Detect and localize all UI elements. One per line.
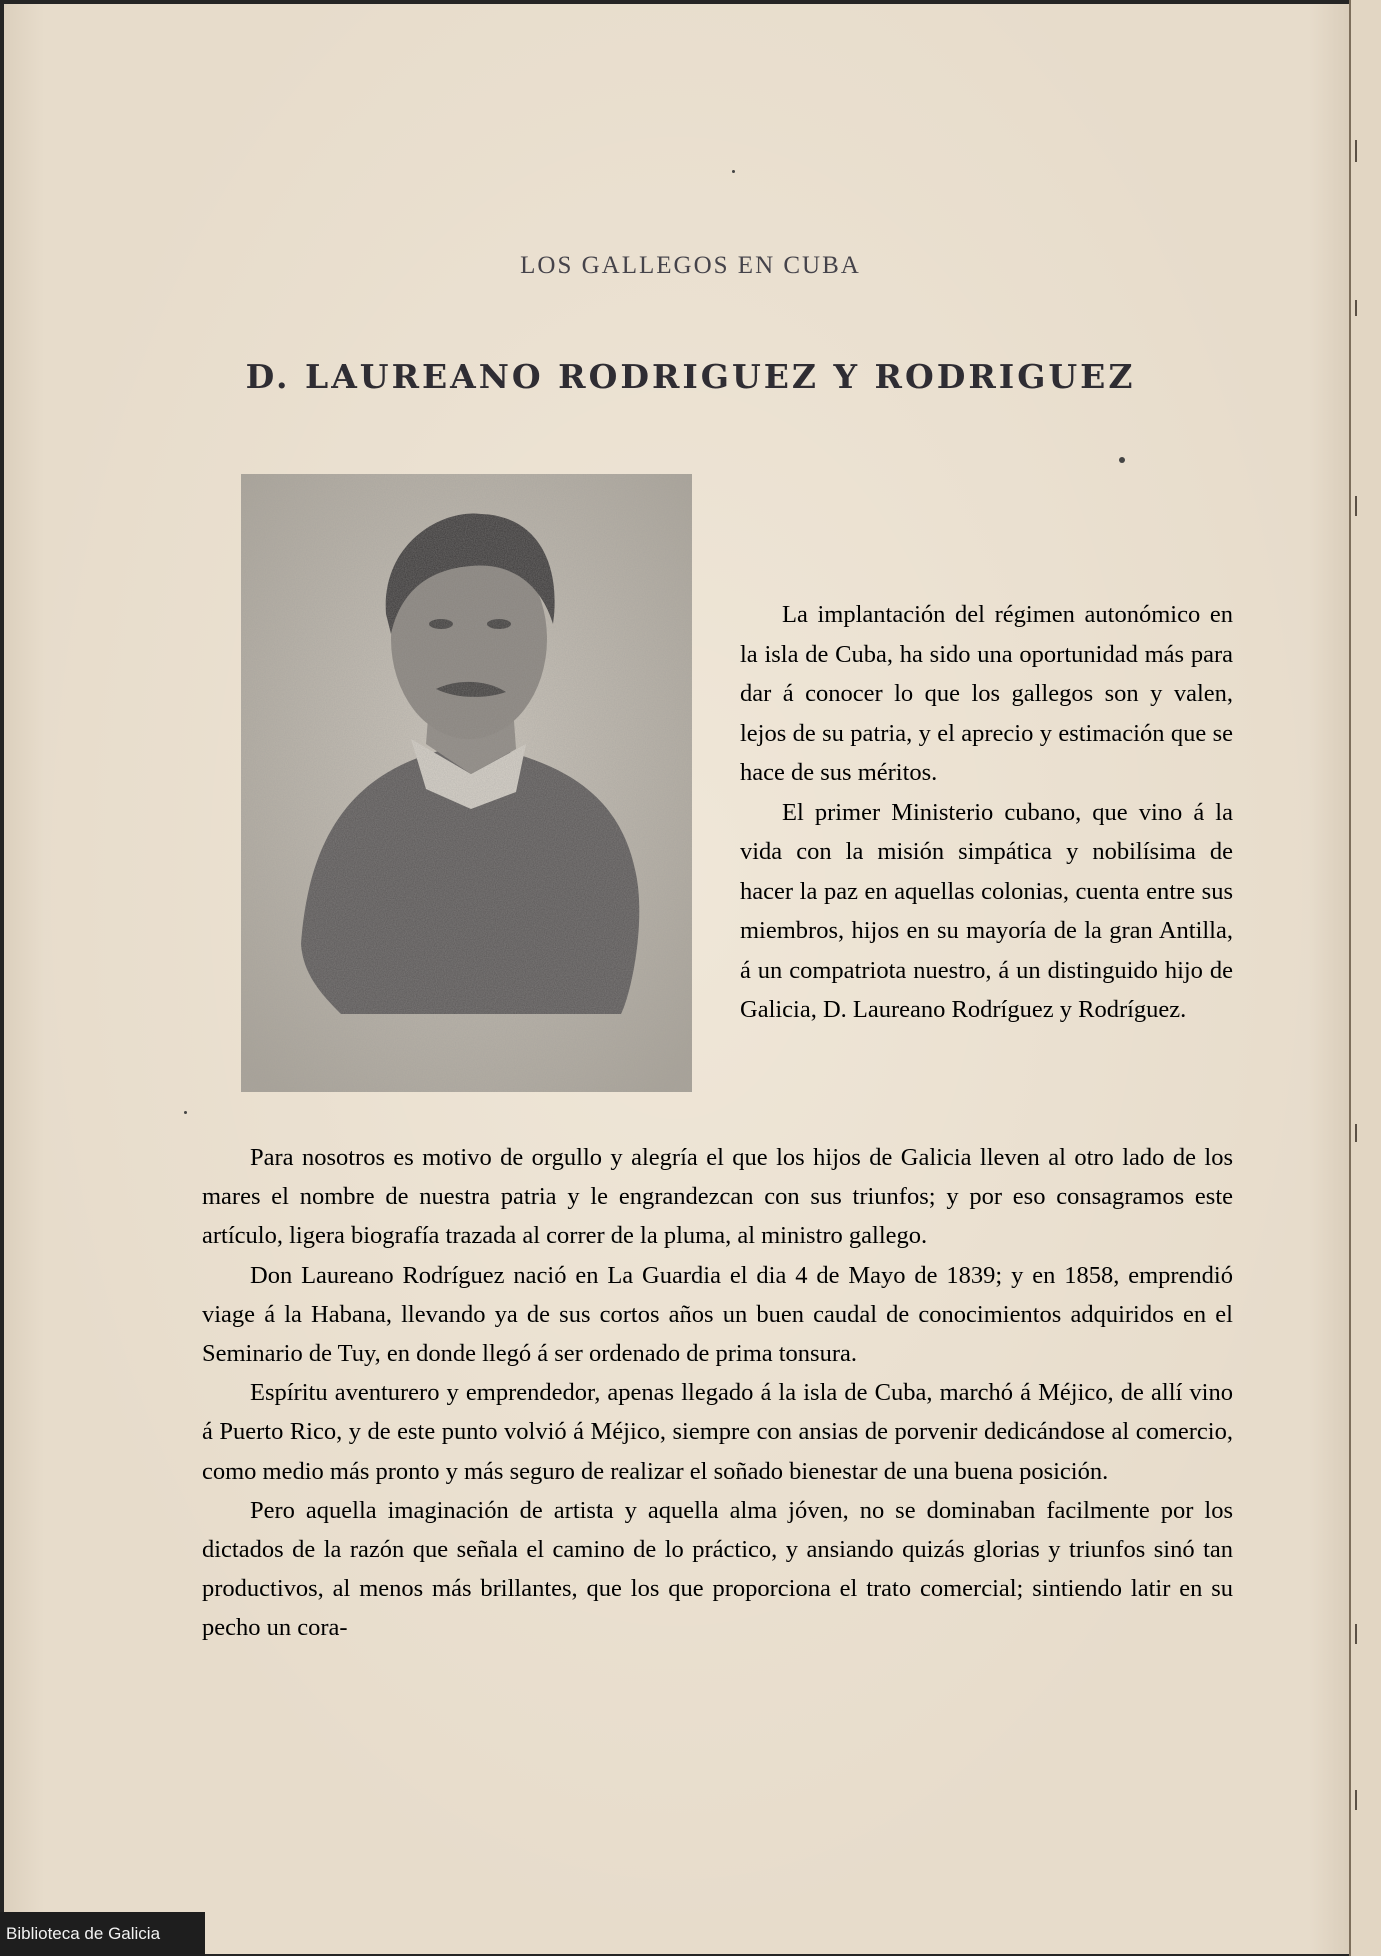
- binding-stitch: [1355, 496, 1357, 516]
- binding-edge: [1349, 0, 1381, 1956]
- speck: [732, 170, 735, 173]
- binding-stitch: [1355, 1790, 1357, 1810]
- binding-stitch: [1355, 300, 1357, 316]
- binding-stitch: [1355, 1624, 1357, 1644]
- section-title: LOS GALLEGOS EN CUBA: [520, 252, 861, 279]
- portrait-side-column: [740, 595, 1233, 1030]
- binding-stitch: [1355, 1124, 1357, 1142]
- column-paragraph-1: La implantación del régimen autonómico en la isla de Cuba, ha sido una oportunidad más para dar á conocer lo que los gallegos son y valen, lejos de su patria, y el aprecio y estimación que se hace de sus méritos.: [740, 601, 1233, 786]
- body-paragraph-3: Espíritu aventurero y emprendedor, apenas llegado á la isla de Cuba, marchó á Méjico, de allí vino á Puerto Rico, y de este punto volvió á Méjico, siempre con ansias de porvenir dedicándose al comercio, como medio más pronto y más seguro de realizar el soñado bienestar de una buena posición.: [202, 1379, 1233, 1485]
- binding-stitch: [1355, 140, 1357, 162]
- column-paragraph-2: El primer Ministerio cubano, que vino á la vida con la misión simpática y nobilísima de hacer la paz en aquellas colonias, cuenta entre sus miembros, hijos en su mayoría de la gran Antilla, á un compatriota nuestro, á un distinguido hijo de Galicia, D. Laureano Rodríguez y Rodríguez.: [740, 798, 1233, 1023]
- speck: [1119, 457, 1125, 463]
- library-watermark: Biblioteca de Galicia: [0, 1912, 205, 1956]
- body-paragraph-2: Don Laureano Rodríguez nació en La Guardia el dia 4 de Mayo de 1839; y en 1858, emprendió viage á la Habana, llevando ya de sus cortos años un buen caudal de conocimientos adquiridos en el Seminario de Tuy, en donde llegó á ser ordenado de prima tonsura.: [202, 1261, 1233, 1368]
- article-body: [202, 1138, 1233, 1648]
- portrait-photo: [241, 474, 692, 1092]
- speck: [184, 1111, 187, 1114]
- body-paragraph-1: Para nosotros es motivo de orgullo y alegría el que los hijos de Galicia lleven al otro lado de los mares el nombre de nuestra patria y le engrandezcan con sus triunfos; y por eso consagramos este artículo, ligera biografía trazada al correr de la pluma, al ministro gallego.: [202, 1144, 1233, 1250]
- article-title: D. LAUREANO RODRIGUEZ Y RODRIGUEZ: [245, 357, 1136, 396]
- portrait-icon: [241, 474, 692, 1092]
- body-paragraph-4: Pero aquella imaginación de artista y aquella alma jóven, no se dominaban facilmente por los dictados de la razón que señala el camino de lo práctico, y ansiando quizás glorias y triunfos sinó tan productivos, al menos más brillantes, que los que proporciona el trato comercial; sintiendo latir en su pecho un cora-: [202, 1496, 1233, 1642]
